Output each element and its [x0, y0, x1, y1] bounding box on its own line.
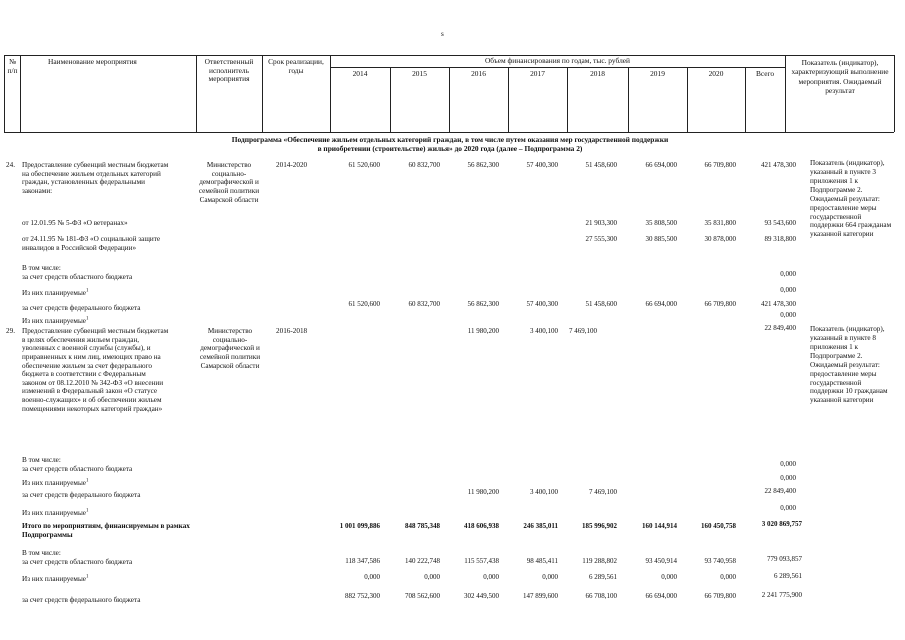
federal-2017: 3 400,100 [530, 488, 558, 496]
federal-total: 22 849,400 [764, 487, 796, 495]
regional-2019: 93 450,914 [645, 557, 677, 565]
header-name: Наименование мероприятия [48, 57, 137, 66]
regional-budget-total: 0,000 [780, 460, 796, 468]
regional-2017: 98 485,411 [526, 557, 558, 565]
federal-2018: 7 469,100 [589, 488, 617, 496]
planned-label: Из них планируемые$^1$ [22, 574, 89, 583]
header-total: Всего [755, 69, 775, 78]
federal-2016: 11 980,200 [467, 488, 499, 496]
federal-total: 421 478,300 [761, 300, 796, 308]
law-disabled-2018: 27 555,300 [585, 235, 617, 243]
row-number: 29. [6, 327, 15, 335]
value-total: 22 849,400 [764, 324, 796, 332]
law-disabled-total: 89 318,800 [764, 235, 796, 243]
federal-2019: 66 694,000 [645, 300, 677, 308]
value-2018: 51 458,600 [585, 161, 617, 169]
total-2018: 185 996,902 [582, 522, 617, 530]
total-2020: 160 450,758 [701, 522, 736, 530]
planned-label: Из них планируемые$^1$ [22, 288, 89, 297]
federal-2015: 60 832,700 [408, 300, 440, 308]
planned-total: 0,000 [780, 474, 796, 482]
planned-2015: 0,000 [424, 573, 440, 581]
activity-name: Предоставление субвенций местным бюджетам в целях обеспечения жильем граждан, уволенных с военной службы (службы), и приравненных к ним лиц, имеющих право на обеспечение жильем за счет федерального бюджета в соответствии с Федеральным законом от 08.12.2010 № 342-ФЗ «О внесении изменений в Федеральный закон «О статусе военно-служащих» и об обеспечении жильем помещениями некоторых категорий граждан» [22, 327, 169, 413]
law-veterans-total: 93 543,600 [764, 219, 796, 227]
federal-2014: 61 520,600 [348, 300, 380, 308]
law-disabled: от 24.11.95 № 181-ФЗ «О социальной защите инвалидов в Российской Федерации» [22, 235, 161, 252]
planned-label: Из них планируемые$^1$ [22, 478, 89, 487]
planned-2018: 6 289,561 [589, 573, 617, 581]
total-2017: 246 385,011 [523, 522, 558, 530]
regional-budget-total: 0,000 [780, 270, 796, 278]
planned-2017: 0,000 [542, 573, 558, 581]
regional-2020: 93 740,958 [704, 557, 736, 565]
indicator-text: Показатель (индикатор), указанный в пункте 8 приложения 1 к Подпрограмме 2. Ожидаемый результат: предоставление меры государственной поддержки 10 гражданам указанной категории [810, 325, 888, 405]
including-label: В том числе: [22, 264, 61, 272]
header-year-2015: 2015 [412, 69, 427, 78]
law-veterans-2019: 35 808,500 [645, 219, 677, 227]
planned2-total: 0,000 [780, 504, 796, 512]
regional-2014: 118 347,586 [345, 557, 380, 565]
page-number: s [441, 30, 444, 38]
value-2017: 3 400,100 [530, 327, 558, 335]
activity-name: Предоставление субвенций местным бюджетам на обеспечение жильем отдельных категорий граждан, установленных федеральными законами: [22, 161, 169, 195]
value-2020: 66 709,800 [704, 161, 736, 169]
federal-budget-label: за счет средств федерального бюджета [22, 596, 141, 604]
law-veterans-2018: 21 903,300 [585, 219, 617, 227]
federal-2020: 66 709,800 [704, 300, 736, 308]
regional-budget-label: за счет средств областного бюджета [22, 465, 133, 473]
total-2014: 1 001 099,886 [339, 522, 380, 530]
planned2-total: 0,000 [780, 311, 796, 319]
planned-total: 0,000 [780, 286, 796, 294]
planned-2016: 0,000 [483, 573, 499, 581]
federal-2018: 66 708,100 [585, 592, 617, 600]
planned2-label: Из них планируемые$^1$ [22, 508, 89, 517]
planned-2014: 0,000 [364, 573, 380, 581]
federal-2016: 302 449,500 [464, 592, 499, 600]
planned2-label: Из них планируемые$^1$ [22, 316, 89, 325]
law-veterans: от 12.01.95 № 5-ФЗ «О ветеранах» [22, 219, 128, 227]
federal-budget-label: за счет средств федерального бюджета [22, 304, 141, 312]
federal-2014: 882 752,300 [345, 592, 380, 600]
value-2017: 57 400,300 [526, 161, 558, 169]
subprogram-title-line2: в приобретении (строительстве) жилья» до 2020 года (далее – Подпрограмма 2) [317, 144, 583, 153]
value-total: 421 478,300 [761, 161, 796, 169]
federal-2019: 66 694,000 [645, 592, 677, 600]
value-2016: 11 980,200 [467, 327, 499, 335]
total-2019: 160 144,914 [642, 522, 677, 530]
value-2015: 60 832,700 [408, 161, 440, 169]
value-2014: 61 520,600 [348, 161, 380, 169]
total-2015: 848 785,348 [405, 522, 440, 530]
federal-total: 2 241 775,900 [761, 591, 802, 599]
header-year-2018: 2018 [590, 69, 605, 78]
federal-2015: 708 562,600 [405, 592, 440, 600]
header-indicator: Показатель (индикатор), характеризующий выполнение мероприятия. Ожидаемый результат [791, 58, 889, 96]
header-no: № п/п [7, 57, 18, 75]
indicator-text: Показатель (индикатор), указанный в пункте 3 приложения 1 к Подпрограмме 2. Ожидаемый результат: предоставление меры государственной поддержки 664 гражданам указанной категории [810, 159, 892, 239]
law-disabled-2019: 30 885,500 [645, 235, 677, 243]
subprogram-title-line1: Подпрограмма «Обеспечение жильем отдельных категорий граждан, в том числе путем оказания мер государственной поддержки [231, 135, 669, 144]
regional-budget-label: за счет средств областного бюджета [22, 558, 133, 566]
implementation-term: 2016-2018 [276, 327, 308, 335]
header-year-2016: 2016 [471, 69, 486, 78]
header-responsible: Ответственный исполнитель мероприятия [204, 57, 254, 84]
including-label: В том числе: [22, 456, 61, 464]
federal-2020: 66 709,800 [704, 592, 736, 600]
regional-total: 779 093,857 [767, 555, 802, 563]
federal-2018: 51 458,600 [585, 300, 617, 308]
responsible-executor: Министерство социально-демографической и семейной политики Самарской области [198, 161, 260, 204]
federal-budget-label: за счет средств федерального бюджета [22, 491, 141, 499]
regional-2018: 119 288,802 [582, 557, 617, 565]
responsible-executor: Министерство социально-демографической и семейной политики Самарской области [199, 327, 261, 370]
regional-2015: 140 222,748 [405, 557, 440, 565]
row-number: 24. [6, 161, 15, 169]
regional-budget-label: за счет средств областного бюджета [22, 273, 133, 281]
law-disabled-2020: 30 878,000 [704, 235, 736, 243]
planned-2020: 0,000 [720, 573, 736, 581]
value-2019: 66 694,000 [645, 161, 677, 169]
planned-total: 6 289,561 [774, 572, 802, 580]
header-year-2020: 2020 [708, 69, 724, 78]
including-label: В том числе: [22, 549, 61, 557]
federal-2016: 56 862,300 [467, 300, 499, 308]
total-label: Итого по мероприятиям, финансируемым в рамках Подпрограммы [22, 522, 190, 539]
total-all: 3 020 869,757 [761, 520, 802, 528]
header-year-2017: 2017 [530, 69, 545, 78]
total-2016: 418 606,938 [464, 522, 499, 530]
implementation-term: 2014-2020 [276, 161, 308, 169]
planned-2019: 0,000 [661, 573, 677, 581]
regional-2016: 115 557,438 [464, 557, 499, 565]
header-year-2019: 2019 [650, 69, 665, 78]
header-term: Срок реализации, годы [268, 57, 324, 75]
value-2018: 7 469,100 [569, 327, 597, 335]
law-veterans-2020: 35 831,800 [704, 219, 736, 227]
header-volume: Объем финансирования по годам, тыс. рублей [484, 56, 631, 65]
header-year-2014: 2014 [352, 69, 368, 78]
value-2016: 56 862,300 [467, 161, 499, 169]
federal-2017: 57 400,300 [526, 300, 558, 308]
federal-2017: 147 899,600 [523, 592, 558, 600]
